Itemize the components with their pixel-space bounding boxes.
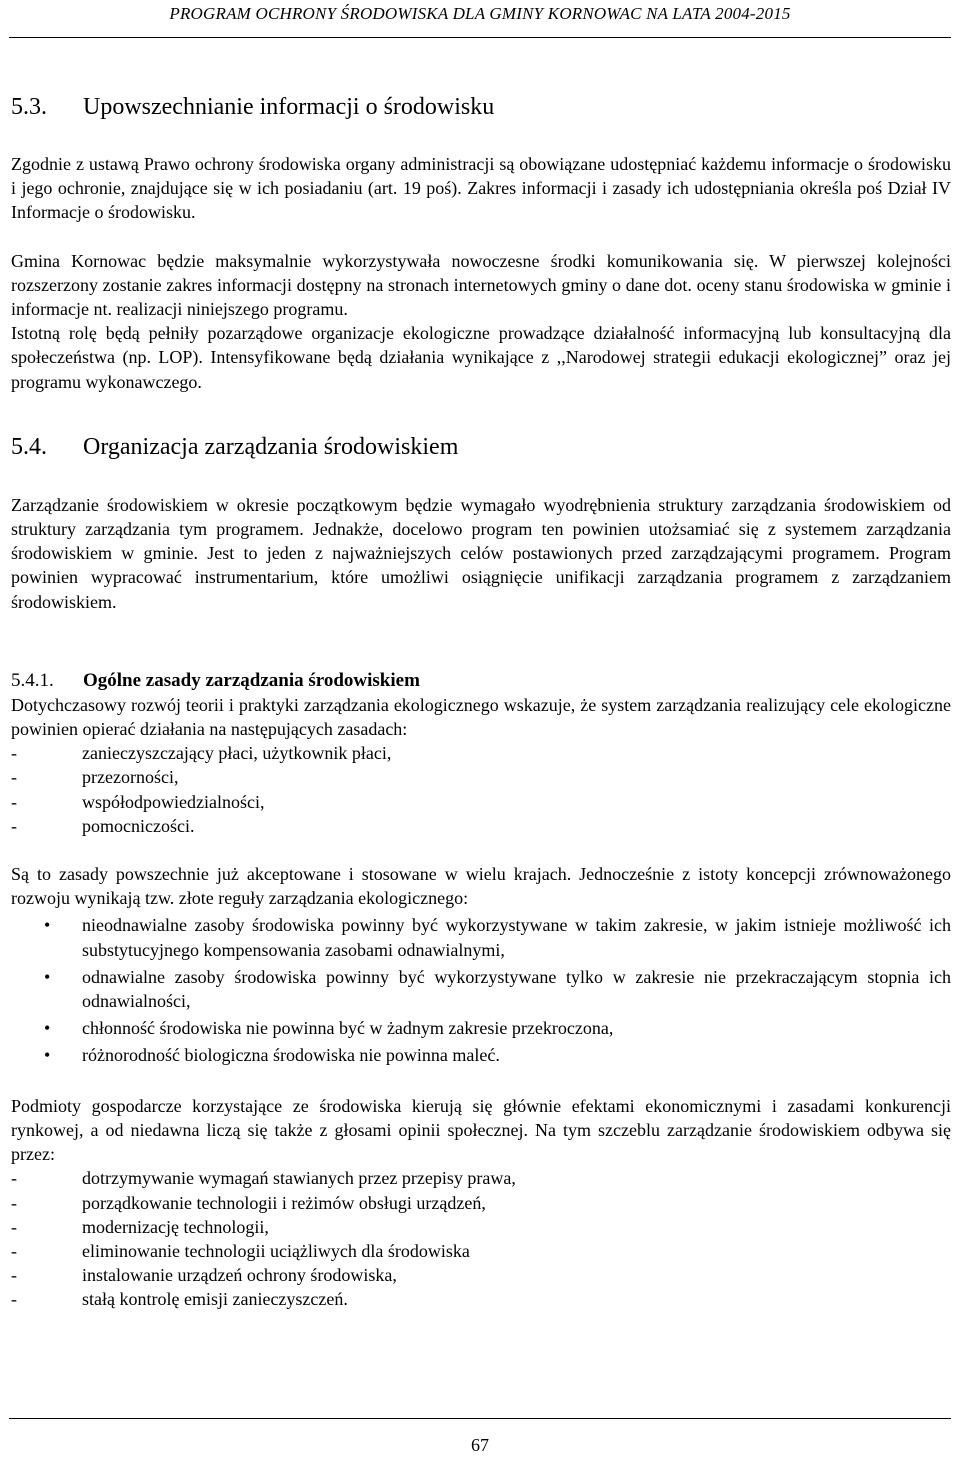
paragraph: Zgodnie z ustawą Prawo ochrony środowiska organy administracji są obowiązane udostępniać każdemu informacje o środowisku i jego ochronie, znajdujące się w ich posiadaniu (art. 19 poś). Zakres informacji i zasady ich udostępniania określa poś Dział IV Informacje o środowisku. (11, 154, 951, 223)
list-item: - współodpowiedzialności, (11, 790, 951, 814)
dash-marker: - (11, 1216, 17, 1237)
golden-rules-list (11, 913, 951, 1067)
list-item: - instalowanie urządzeń ochrony środowiska, (11, 1263, 951, 1287)
list-item: - eliminowanie technologii uciążliwych dla środowiska (11, 1239, 951, 1263)
list-item: • chłonność środowiska nie powinna być w żadnym zakresie przekroczona, (11, 1016, 951, 1040)
dash-marker: - (11, 815, 17, 836)
list-item: • nieodnawialne zasoby środowiska powinny być wykorzystywane w takim zakresie, w jakim istnieje możliwość ich substytucyjnego kompensowania zasobami odnawialnymi, (11, 913, 951, 961)
page-number: 67 (471, 1435, 489, 1455)
page-content (11, 92, 951, 1312)
bullet-marker: • (44, 1045, 51, 1066)
footer-rule (9, 1418, 951, 1419)
dash-marker: - (11, 791, 17, 812)
dash-marker: - (11, 1265, 17, 1286)
section-title: Upowszechnianie informacji o środowisku (83, 94, 495, 120)
list-item: - pomocniczości. (11, 814, 951, 838)
dash-marker: - (11, 767, 17, 788)
bullet-marker: • (44, 915, 51, 936)
list-item: - modernizację technologii, (11, 1215, 951, 1239)
dash-marker: - (11, 1168, 17, 1189)
list-item: - stałą kontrolę emisji zanieczyszczeń. (11, 1287, 951, 1311)
paragraph: Zarządzanie środowiskiem w okresie początkowym będzie wymagało wyodrębnienia struktury zarządzania środowiskiem od struktury zarządzania tym programem. Jednakże, docelowo program ten powinien utożsamiać się z systemem zarządzania środowiskiem w gminie. Jest to jeden z najważniejszych celów postawionych przed zarządzającymi programem. Program powinien wypracować instrumentarium, które umożliwi osiągnięcie unifikacji zarządzania programem z zarządzaniem środowiskiem. (11, 494, 951, 612)
section-heading-5-4 (11, 432, 951, 462)
subsection-title: Ogólne zasady zarządzania środowiskiem (83, 669, 420, 691)
section-title: Organizacja zarządzania środowiskiem (83, 433, 459, 460)
bullet-marker: • (44, 1018, 51, 1039)
dash-marker: - (11, 1240, 17, 1261)
paragraph: Istotną rolę będą pełniły pozarządowe organizacje ekologiczne prowadzące działalność informacyjną lub konsultacyjną dla społeczeństwa (np. LOP). Intensyfikowane będą działania wynikające z ,,Narodowej strategii edukacji ekologicznej” oraz jej programu wykonawczego. (11, 323, 951, 392)
dash-marker: - (11, 1289, 17, 1310)
list-item: - porządkowanie technologii i reżimów obsługi urządzeń, (11, 1191, 951, 1215)
list-item: - przezorności, (11, 765, 951, 789)
list-item: - zanieczyszczający płaci, użytkownik płaci, (11, 741, 951, 765)
list-item: • różnorodność biologiczna środowiska nie powinna maleć. (11, 1043, 951, 1067)
subsection-number: 5.4.1. (11, 669, 54, 691)
bullet-marker: • (44, 966, 51, 987)
paragraph: Dotychczasowy rozwój teorii i praktyki zarządzania ekologicznego wskazuje, że system zarządzania realizujący cele ekologiczne powinien opierać działania na następujących zasadach: (11, 694, 951, 740)
section-number: 5.3. (11, 94, 47, 120)
dash-marker: - (11, 743, 17, 764)
list-item: • odnawialne zasoby środowiska powinny być wykorzystywane tylko w zakresie nie przekraczającym stopnia ich odnawialności, (11, 965, 951, 1013)
section-number: 5.4. (11, 433, 47, 460)
actions-list (11, 1166, 951, 1311)
principles-list (11, 741, 951, 838)
paragraph: Gmina Kornowac będzie maksymalnie wykorzystywała nowoczesne środki komunikowania się. W pierwszej kolejności rozszerzony zostanie zakres informacji dostępny na stronach internetowych gminy o dane dot. oceny stanu środowiska w gminie i informacje nt. realizacji niniejszego programu. (11, 250, 951, 320)
dash-marker: - (11, 1192, 17, 1213)
running-header: PROGRAM OCHRONY ŚRODOWISKA DLA GMINY KORNOWAC NA LATA 2004-2015 (169, 4, 791, 23)
list-item: - dotrzymywanie wymagań stawianych przez przepisy prawa, (11, 1166, 951, 1190)
paragraph: Są to zasady powszechnie już akceptowane i stosowane w wielu krajach. Jednocześnie z istoty koncepcji zrównoważonego rozwoju wynikają tzw. złote reguły zarządzania ekologicznego: (11, 864, 951, 909)
section-heading-5-3 (11, 92, 951, 122)
paragraph: Podmioty gospodarcze korzystające ze środowiska kierują się głównie efektami ekonomicznymi i zasadami konkurencji rynkowej, a od niedawna liczą się także z głosami opinii społecznej. Na tym szczeblu zarządzanie środowiskiem odbywa się przez: (11, 1095, 951, 1165)
header-rule (9, 37, 951, 38)
subsection-heading-5-4-1 (11, 669, 951, 693)
